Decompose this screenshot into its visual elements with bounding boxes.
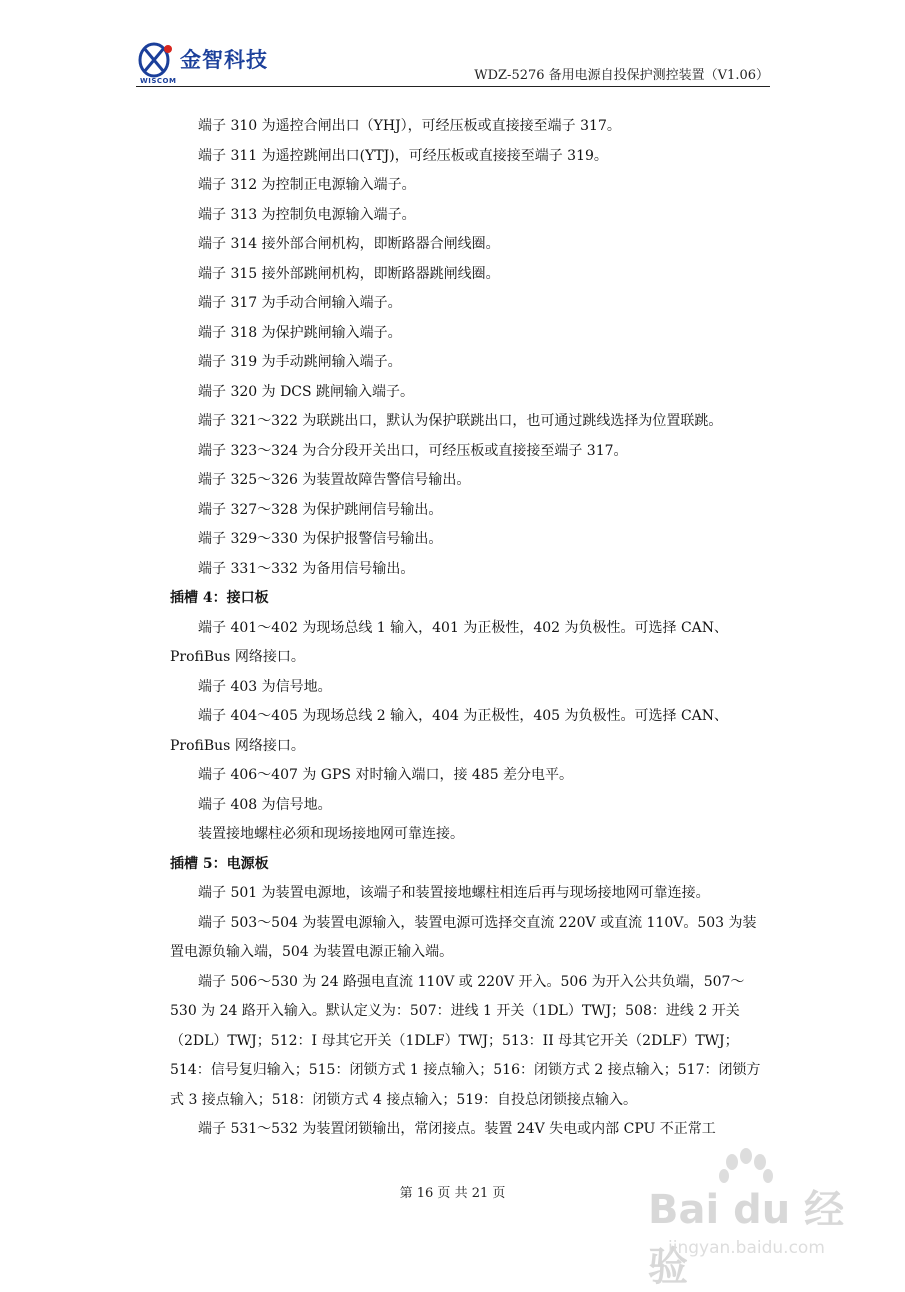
page-number: 第 16 页 共 21 页 (399, 1186, 506, 1201)
paragraph: 端子 503～504 为装置电源输入，装置电源可选择交直流 220V 或直流 110V。503 为装置电源负输入端，504 为装置电源正输入端。 (170, 914, 757, 960)
logo-mark-icon (136, 40, 176, 86)
header-divider (136, 86, 770, 87)
paragraph: 端子 317 为手动合闸输入端子。 (198, 295, 402, 311)
paragraph: 端子 406～407 为 GPS 对时输入端口，接 485 差分电平。 (198, 767, 574, 783)
paragraph: 端子 327～328 为保护跳闸信号输出。 (198, 501, 443, 518)
page-header (0, 0, 905, 100)
paragraph: 端子 312 为控制正电源输入端子。 (198, 177, 416, 193)
baidu-watermark (640, 1140, 880, 1290)
watermark-url: jingyan.baidu.com (668, 1238, 825, 1258)
paragraph: 端子 321～322 为联跳出口，默认为保护联跳出口，也可通过跳线选择为位置联跳。 (198, 413, 723, 429)
paragraph: 端子 506～530 为 24 路强电直流 110V 或 220V 开入。506 为开入公共负端，507～530 为 24 路开入输入。默认定义为：507：进线 1 开关（1DL）TWJ；508：进线 2 开关（2DL）TWJ；512：I 母其它开关（1DLF）TWJ；513：II 母其它开关（2DLF）TWJ；514：信号复归输入；515：闭锁方式 1 接点输入；516：闭锁方式 2 接点输入；517：闭锁方式 3 接点输入；518：闭锁方式 4 接点输入；519：自投总闭锁接点输入。 (170, 973, 761, 1108)
paragraph: 端子 319 为手动跳闸输入端子。 (198, 354, 402, 370)
watermark-brand: Bai du 经验 (648, 1187, 845, 1290)
paragraph: 端子 318 为保护跳闸输入端子。 (198, 324, 402, 341)
paragraph: 装置接地螺柱必须和现场接地网可靠连接。 (198, 826, 464, 842)
company-logo (136, 40, 268, 86)
paragraph: 端子 325～326 为装置故障告警信号输出。 (198, 472, 471, 488)
document-title: WDZ-5276 备用电源自投保护测控装置（V1.06） (474, 68, 769, 83)
paragraph: 端子 401～402 为现场总线 1 输入，401 为正极性，402 为负极性。可选择 CAN、ProfiBus 网络接口。 (170, 619, 729, 665)
paragraph: 端子 408 为信号地。 (198, 796, 332, 813)
paragraph: 端子 315 接外部跳闸机构，即断路器跳闸线圈。 (198, 265, 500, 282)
paragraph: 端子 313 为控制负电源输入端子。 (198, 206, 416, 223)
paragraph: 端子 314 接外部合闸机构，即断路器合闸线圈。 (198, 236, 500, 252)
paragraph: 端子 531～532 为装置闭锁输出，常闭接点。装置 24V 失电或内部 CPU 不正常工 (198, 1121, 716, 1137)
paragraph: 端子 311 为遥控跳闸出口(YTJ)，可经压板或直接接至端子 319。 (198, 147, 608, 164)
section-heading: 插槽 5：电源板 (170, 855, 269, 872)
paragraph: 端子 404～405 为现场总线 2 输入，404 为正极性，405 为负极性。可选择 CAN、ProfiBus 网络接口。 (170, 708, 729, 754)
paragraph: 端子 403 为信号地。 (198, 678, 332, 695)
section-heading: 插槽 4：接口板 (170, 590, 269, 606)
logo-text: 金智科技 (180, 48, 268, 72)
paragraph: 端子 320 为 DCS 跳闸输入端子。 (198, 383, 415, 400)
paragraph: 端子 323～324 为合分段开关出口，可经压板或直接接至端子 317。 (198, 442, 628, 459)
paragraph: 端子 331～332 为备用信号输出。 (198, 560, 415, 577)
document-body (170, 112, 770, 1145)
paragraph: 端子 329～330 为保护报警信号输出。 (198, 531, 443, 547)
logo-subtitle: WISCOM (140, 77, 177, 85)
paragraph: 端子 501 为装置电源地，该端子和装置接地螺柱相连后再与现场接地网可靠连接。 (198, 885, 710, 901)
paragraph: 端子 310 为遥控合闸出口（YHJ），可经压板或直接接至端子 317。 (198, 118, 621, 134)
